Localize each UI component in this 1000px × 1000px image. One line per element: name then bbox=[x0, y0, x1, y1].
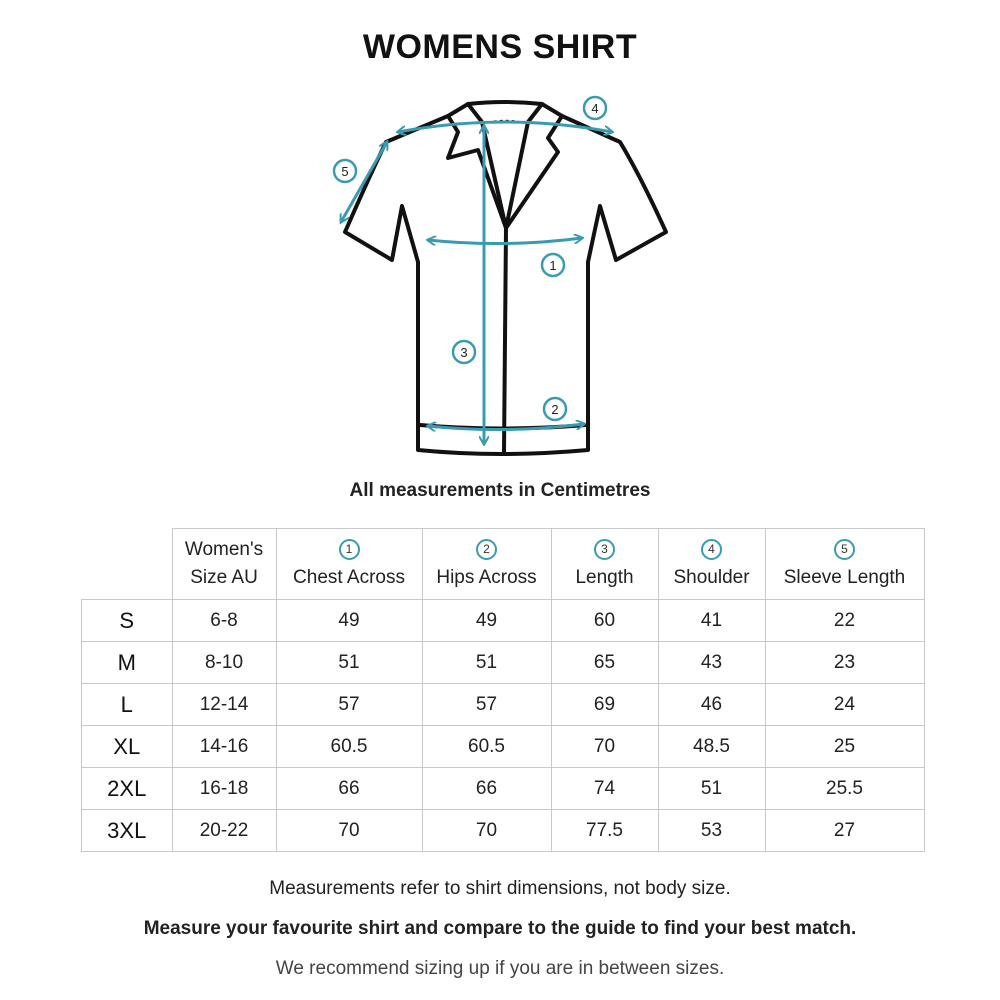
footer-note-measure: Measure your favourite shirt and compare to the guide to find your best match. bbox=[143, 918, 857, 939]
marker-2 bbox=[544, 398, 566, 420]
au-size: 6-8 bbox=[172, 600, 276, 642]
chest-value: 66 bbox=[276, 768, 422, 810]
table-row bbox=[82, 684, 925, 726]
header-num-1: 1 bbox=[339, 539, 360, 560]
table-row bbox=[82, 768, 925, 810]
footer-note-sizing: We recommend sizing up if you are in between sizes. bbox=[275, 958, 725, 979]
hips-value: 51 bbox=[422, 642, 551, 684]
shoulder-value: 48.5 bbox=[658, 726, 765, 768]
header-num-5: 5 bbox=[834, 539, 855, 560]
header-chest-across bbox=[276, 529, 422, 600]
header-womens-size-line2: Size AU bbox=[190, 567, 258, 588]
table-row bbox=[82, 600, 925, 642]
hips-value: 49 bbox=[422, 600, 551, 642]
marker-4-label: 4 bbox=[591, 101, 599, 116]
header-num-2: 2 bbox=[476, 539, 497, 560]
header-sleeve-length bbox=[765, 529, 924, 600]
shoulder-value: 41 bbox=[658, 600, 765, 642]
shirt-diagram bbox=[0, 0, 1000, 470]
sleeve-value: 25.5 bbox=[765, 768, 924, 810]
sleeve-value: 24 bbox=[765, 684, 924, 726]
header-num-4: 4 bbox=[701, 539, 722, 560]
marker-3 bbox=[453, 341, 475, 363]
shoulder-value: 43 bbox=[658, 642, 765, 684]
table-row bbox=[82, 810, 925, 852]
measurement-arrows bbox=[341, 122, 612, 444]
chest-value: 70 bbox=[276, 810, 422, 852]
marker-4 bbox=[584, 97, 606, 119]
au-size: 12-14 bbox=[172, 684, 276, 726]
size-label: 2XL bbox=[82, 768, 173, 810]
size-label: L bbox=[82, 684, 173, 726]
length-value: 60 bbox=[551, 600, 658, 642]
header-shoulder-label: Shoulder bbox=[673, 567, 750, 588]
length-value: 69 bbox=[551, 684, 658, 726]
shoulder-value: 46 bbox=[658, 684, 765, 726]
length-value: 77.5 bbox=[551, 810, 658, 852]
sleeve-value: 25 bbox=[765, 726, 924, 768]
marker-1-label: 1 bbox=[549, 258, 557, 273]
size-label: S bbox=[82, 600, 173, 642]
chest-value: 57 bbox=[276, 684, 422, 726]
length-value: 74 bbox=[551, 768, 658, 810]
hips-value: 57 bbox=[422, 684, 551, 726]
table-header-row bbox=[82, 529, 925, 600]
header-chest-across-label: Chest Across bbox=[293, 567, 405, 588]
size-label: XL bbox=[82, 726, 173, 768]
shoulder-value: 51 bbox=[658, 768, 765, 810]
sleeve-value: 23 bbox=[765, 642, 924, 684]
chest-value: 51 bbox=[276, 642, 422, 684]
shirt-placket bbox=[504, 228, 506, 452]
footer-note-dimensions: Measurements refer to shirt dimensions, not body size. bbox=[269, 878, 731, 899]
hips-value: 60.5 bbox=[422, 726, 551, 768]
header-num-3: 3 bbox=[594, 539, 615, 560]
header-sleeve-length-label: Sleeve Length bbox=[783, 567, 906, 588]
table-row bbox=[82, 642, 925, 684]
hips-value: 66 bbox=[422, 768, 551, 810]
shoulder-value: 53 bbox=[658, 810, 765, 852]
au-size: 20-22 bbox=[172, 810, 276, 852]
header-empty-cell bbox=[82, 529, 173, 600]
header-length bbox=[551, 529, 658, 600]
header-shoulder bbox=[658, 529, 765, 600]
marker-3-label: 3 bbox=[460, 345, 468, 360]
chest-value: 49 bbox=[276, 600, 422, 642]
header-length-label: Length bbox=[575, 567, 634, 588]
au-size: 8-10 bbox=[172, 642, 276, 684]
header-hips-across-label: Hips Across bbox=[436, 567, 537, 588]
length-value: 70 bbox=[551, 726, 658, 768]
units-subtitle: All measurements in Centimetres bbox=[349, 480, 651, 501]
header-womens-size-line1: Women's bbox=[184, 539, 264, 560]
page-title: WOMENS SHIRT bbox=[362, 28, 638, 66]
shirt-outline bbox=[345, 102, 666, 454]
au-size: 16-18 bbox=[172, 768, 276, 810]
sleeve-value: 27 bbox=[765, 810, 924, 852]
marker-1 bbox=[542, 254, 564, 276]
marker-2-label: 2 bbox=[551, 402, 559, 417]
marker-5-label: 5 bbox=[341, 164, 349, 179]
size-label: 3XL bbox=[82, 810, 173, 852]
size-label: M bbox=[82, 642, 173, 684]
marker-5 bbox=[334, 160, 356, 182]
au-size: 14-16 bbox=[172, 726, 276, 768]
length-value: 65 bbox=[551, 642, 658, 684]
size-chart-table bbox=[81, 528, 925, 852]
sleeve-value: 22 bbox=[765, 600, 924, 642]
header-womens-size bbox=[172, 529, 276, 600]
chest-value: 60.5 bbox=[276, 726, 422, 768]
table-row bbox=[82, 726, 925, 768]
hips-value: 70 bbox=[422, 810, 551, 852]
header-hips-across bbox=[422, 529, 551, 600]
